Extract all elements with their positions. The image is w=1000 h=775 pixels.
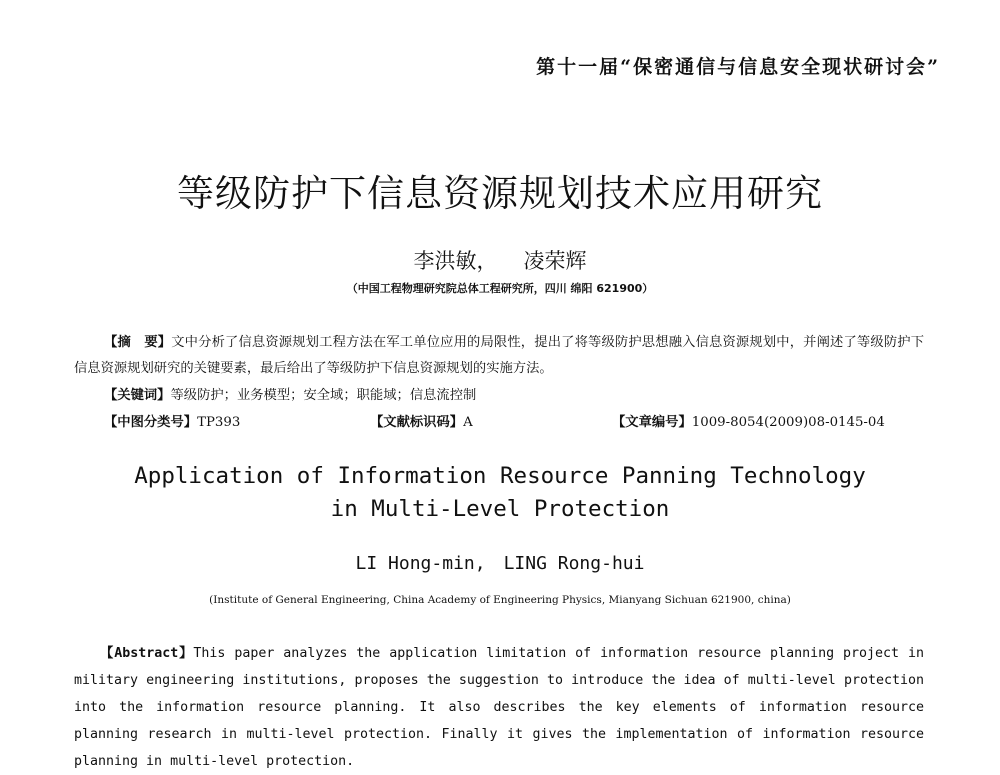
- author-2: 凌荣辉: [523, 249, 587, 273]
- english-abstract-label: 【Abstract】: [100, 646, 194, 661]
- english-author-2: LING Rong-hui: [503, 553, 645, 574]
- english-title-line-2: in Multi-Level Protection: [330, 496, 670, 522]
- english-author-1: LI Hong-min,: [355, 553, 486, 574]
- chinese-keywords-label: 【关键词】: [104, 388, 171, 403]
- english-title-line-1: Application of Information Resource Panning Technology: [134, 463, 866, 489]
- clc-number: [104, 411, 240, 430]
- chinese-affiliation: （中国工程物理研究院总体工程研究所，四川 绵阳 621900）: [346, 282, 654, 295]
- article-number-label: 【文章编号】: [612, 415, 692, 430]
- chinese-title: 等级防护下信息资源规划技术应用研究: [177, 172, 823, 215]
- clc-value: TP393: [197, 415, 241, 430]
- clc-label: 【中图分类号】: [104, 415, 198, 430]
- chinese-abstract-text: 文中分析了信息资源规划工程方法在军工单位应用的局限性，提出了将等级防护思想融入信息资源规划中，并阐述了等级防护下信息资源规划研究的关键要素，最后给出了等级防护下信息资源规划的实施方法。: [74, 335, 925, 376]
- chinese-abstract: [74, 330, 924, 382]
- english-abstract: [74, 640, 924, 775]
- conference-header: 第十一届“保密通信与信息安全现状研讨会”: [536, 56, 940, 78]
- chinese-keywords-text: 等级防护；业务模型；安全域；职能域；信息流控制: [170, 388, 477, 403]
- document-code-label: 【文献标识码】: [370, 415, 464, 430]
- english-authors: [0, 553, 1000, 574]
- chinese-abstract-label: 【摘 要】: [104, 335, 172, 350]
- chinese-authors: [0, 245, 1000, 275]
- article-number-value: 1009-8054(2009)08-0145-04: [691, 415, 885, 430]
- chinese-keywords: [104, 384, 476, 403]
- document-code-value: A: [463, 415, 473, 430]
- article-number: [612, 411, 885, 430]
- english-title: [0, 460, 1000, 526]
- english-affiliation: (Institute of General Engineering, China Academy of Engineering Physics, Mianyang Sichuan 621900, china): [209, 594, 791, 606]
- author-1: 李洪敏，: [413, 249, 498, 273]
- english-abstract-text: This paper analyzes the application limitation of information resource planning project in military engineering institutions, proposes the suggestion to introduce the idea of multi-level protection into the information resource planning. It also describes the key elements of information resource planning research in multi-level protection. Finally it gives the implementation of information resource planning in multi-level protection.: [74, 646, 924, 769]
- document-code: [370, 411, 473, 430]
